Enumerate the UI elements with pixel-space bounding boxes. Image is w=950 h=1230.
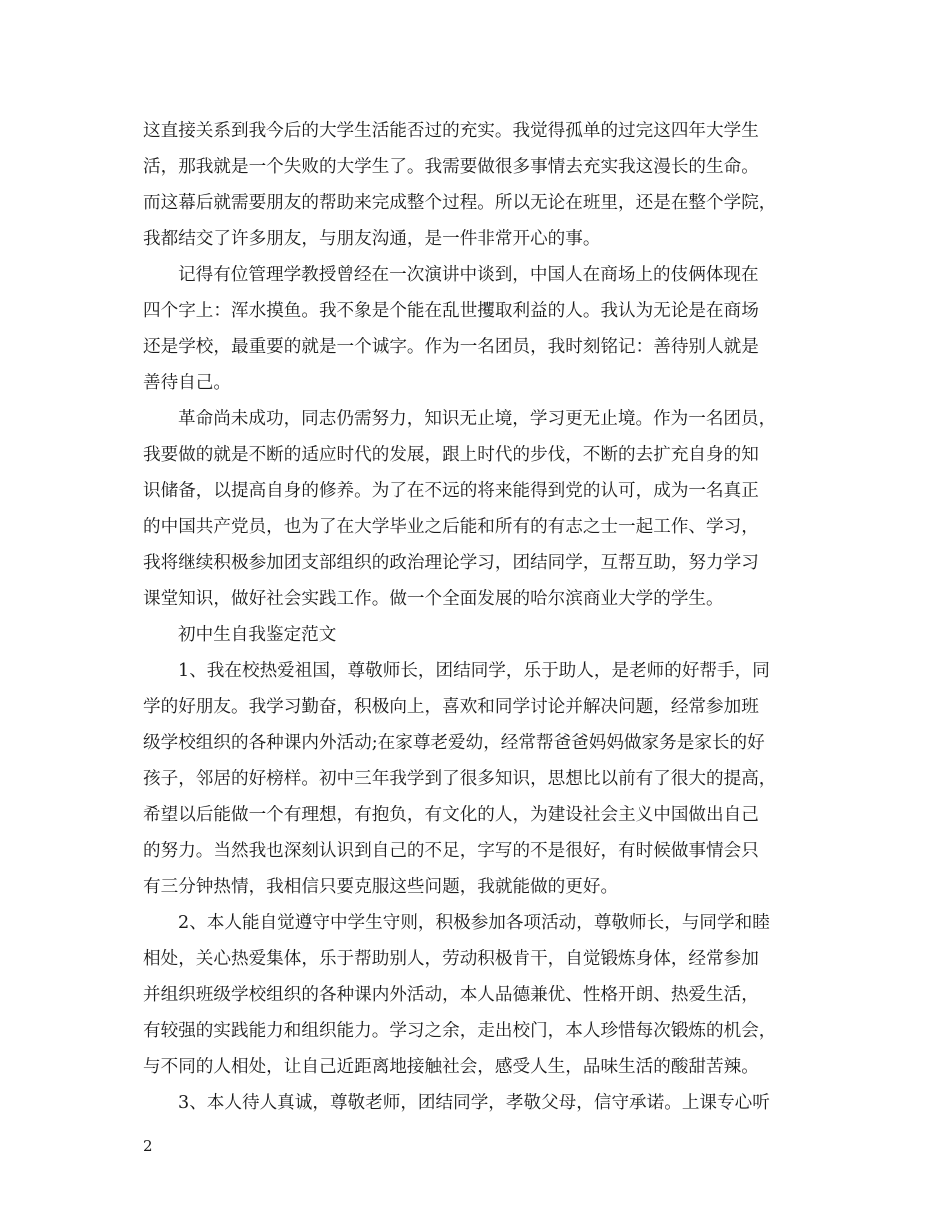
text-line: 相处，关心热爱集体，乐于帮助别人，劳动积极肯干，自觉锻炼身体，经常参加 [143,949,759,969]
text-line: 的中国共产党员，也为了在大学毕业之后能和所有的有志之士一起工作、学习， [143,517,759,537]
text-line: 孩子，邻居的好榜样。初中三年我学到了很多知识，思想比以前有了很大的提高， [143,769,777,789]
page-number: 2 [143,1137,153,1155]
text-line: 1、我在校热爱祖国，尊敬师长，团结同学，乐于助人，是老师的好帮手，同 [178,661,770,681]
text-line: 我要做的就是不断的适应时代的发展，跟上时代的步伐，不断的去扩充自身的知 [143,445,759,465]
text-line: 与不同的人相处，让自己近距离地接触社会，感受人生，品味生活的酸甜苦辣。 [143,1057,759,1077]
text-line: 识储备，以提高自身的修养。为了在不远的将来能得到党的认可，成为一名真正 [143,481,759,501]
text-line: 我将继续积极参加团支部组织的政治理论学习，团结同学，互帮互助，努力学习 [143,553,759,573]
text-line: 我都结交了许多朋友，与朋友沟通，是一件非常开心的事。 [143,229,601,249]
text-line: 并组织班级学校组织的各种课内外活动，本人品德兼优、性格开朗、热爱生活， [143,985,759,1005]
text-line: 活，那我就是一个失败的大学生了。我需要做很多事情去充实我这漫长的生命。 [143,157,759,177]
text-line: 善待自己。 [143,373,231,393]
text-line: 记得有位管理学教授曾经在一次演讲中谈到，中国人在商场上的伎俩体现在 [178,265,759,285]
text-line: 还是学校，最重要的就是一个诚字。作为一名团员，我时刻铭记：善待别人就是 [143,337,759,357]
text-line: 有较强的实践能力和组织能力。学习之余，走出校门，本人珍惜每次锻炼的机会， [143,1021,777,1041]
text-line: 而这幕后就需要朋友的帮助来完成整个过程。所以无论在班里，还是在整个学院， [143,193,777,213]
text-line: 课堂知识，做好社会实践工作。做一个全面发展的哈尔滨商业大学的学生。 [143,589,724,609]
text-line: 级学校组织的各种课内外活动;在家尊老爱幼，经常帮爸爸妈妈做家务是家长的好 [143,733,765,753]
text-line: 革命尚未成功，同志仍需努力，知识无止境，学习更无止境。作为一名团员， [178,409,777,429]
text-line: 学的好朋友。我学习勤奋，积极向上，喜欢和同学讨论并解决问题，经常参加班 [143,697,759,717]
text-line: 有三分钟热情，我相信只要克服这些问题，我就能做的更好。 [143,877,619,897]
text-line: 希望以后能做一个有理想，有抱负，有文化的人，为建设社会主义中国做出自己 [143,805,759,825]
body-text [143,113,813,1121]
text-line: 2、本人能自觉遵守中学生守则，积极参加各项活动，尊敬师长，与同学和睦 [178,913,770,933]
text-line: 3、本人待人真诚，尊敬老师，团结同学，孝敬父母，信守承诺。上课专心听 [178,1093,770,1113]
text-line: 的努力。当然我也深刻认识到自己的不足，字写的不是很好，有时候做事情会只 [143,841,759,861]
text-line: 初中生自我鉴定范文 [178,625,337,645]
text-line: 这直接关系到我今后的大学生活能否过的充实。我觉得孤单的过完这四年大学生 [143,121,759,141]
text-line: 四个字上：浑水摸鱼。我不象是个能在乱世攫取利益的人。我认为无论是在商场 [143,301,759,321]
